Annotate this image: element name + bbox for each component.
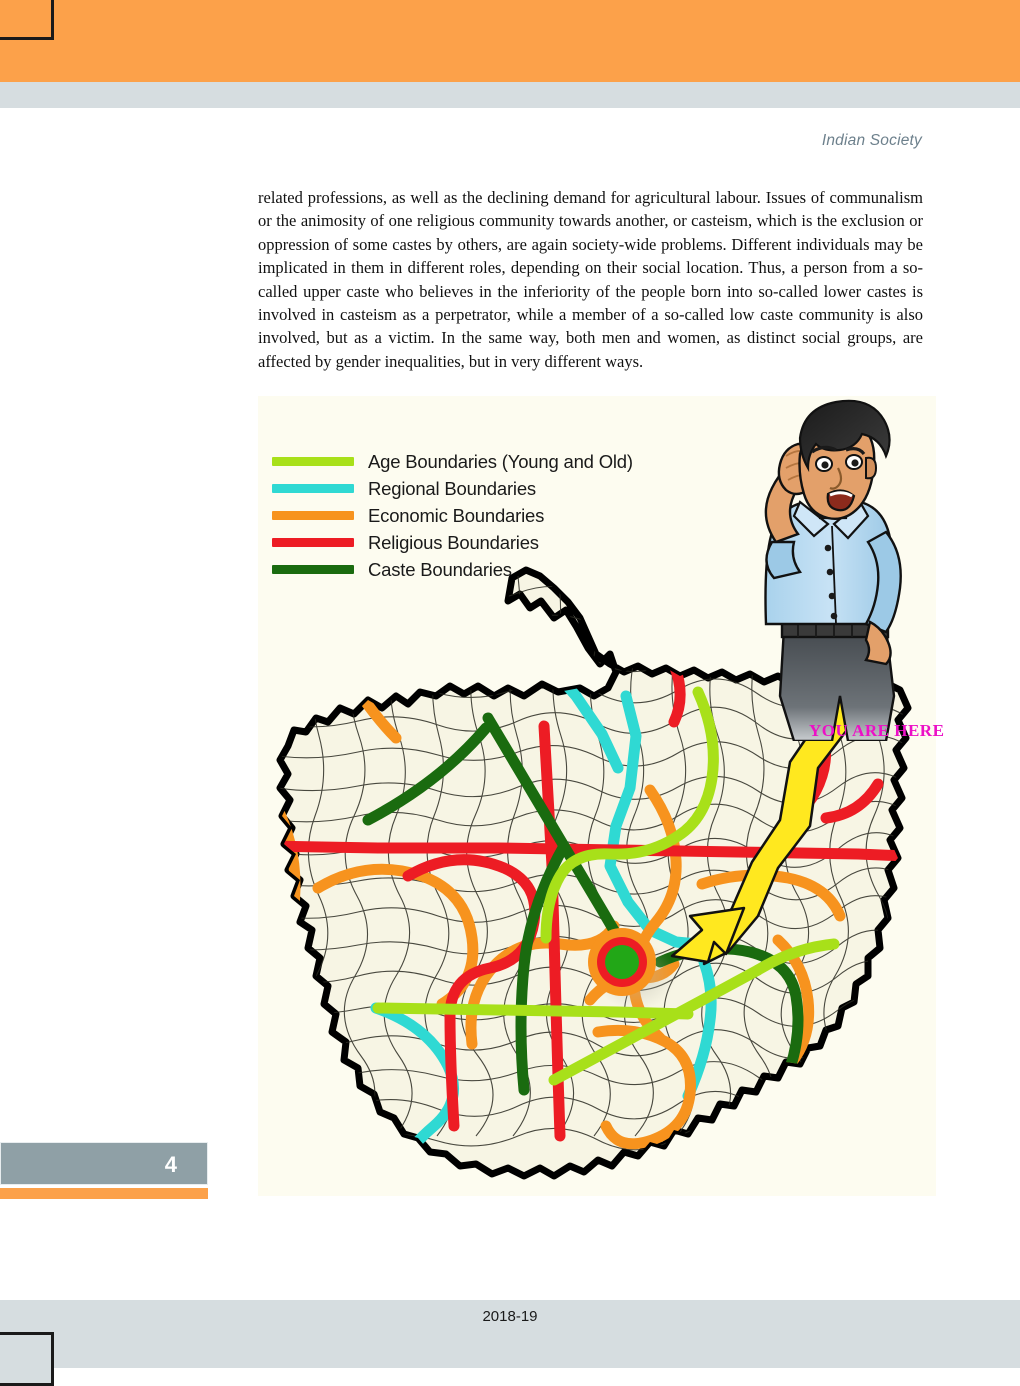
legend-swatch-caste-icon [272, 565, 354, 574]
legend-label-age: Age Boundaries (Young and Old) [368, 450, 633, 472]
confused-man-illustration [736, 396, 936, 741]
page-number: 4 [164, 1152, 177, 1177]
map-legend [272, 448, 633, 583]
corner-box-top-left [0, 0, 54, 40]
legend-label-economic: Economic Boundaries [368, 504, 545, 526]
header-orange-band [0, 0, 1020, 82]
corner-box-bottom-left [0, 1332, 54, 1386]
legend-item [272, 448, 633, 475]
you-are-here-label: YOU ARE HERE [809, 721, 945, 740]
figure-panel [258, 396, 945, 1196]
legend-swatch-age-icon [272, 457, 354, 466]
legend-item [272, 529, 633, 556]
legend-item [272, 556, 633, 583]
legend-label-regional: Regional Boundaries [368, 477, 536, 499]
legend-label-caste: Caste Boundaries [368, 558, 512, 580]
footer-year: 2018-19 [482, 1308, 538, 1325]
page-tab-orange-underline [0, 1188, 208, 1199]
header-gray-band [0, 82, 1020, 108]
body-text-column [258, 186, 923, 373]
body-paragraph: related professions, as well as the declining demand for agricultural labour. Issues of communalism or the animosity of one religious community towards another, or casteism, which is the exclusion or oppression of some castes by others, are again society-wide problems. Different individuals may be implicated in them in different roles, depending on their social location. Thus, a person from a so-called upper caste who believes in the inferiority of the people born into so-called lower castes is involved in casteism as a perpetrator, while a member of a so-called low caste community is also involved, but as a victim. In the same way, both men and women, as distinct social groups, are affected by gender inequalities, but in very different ways. [258, 188, 923, 371]
legend-swatch-economic-icon [272, 511, 354, 520]
page-number-tab [0, 1142, 208, 1185]
legend-item [272, 502, 633, 529]
legend-item [272, 475, 633, 502]
running-head: Indian Society [821, 132, 922, 149]
legend-swatch-religious-icon [272, 538, 354, 547]
legend-label-religious: Religious Boundaries [368, 531, 539, 553]
legend-swatch-regional-icon [272, 484, 354, 493]
